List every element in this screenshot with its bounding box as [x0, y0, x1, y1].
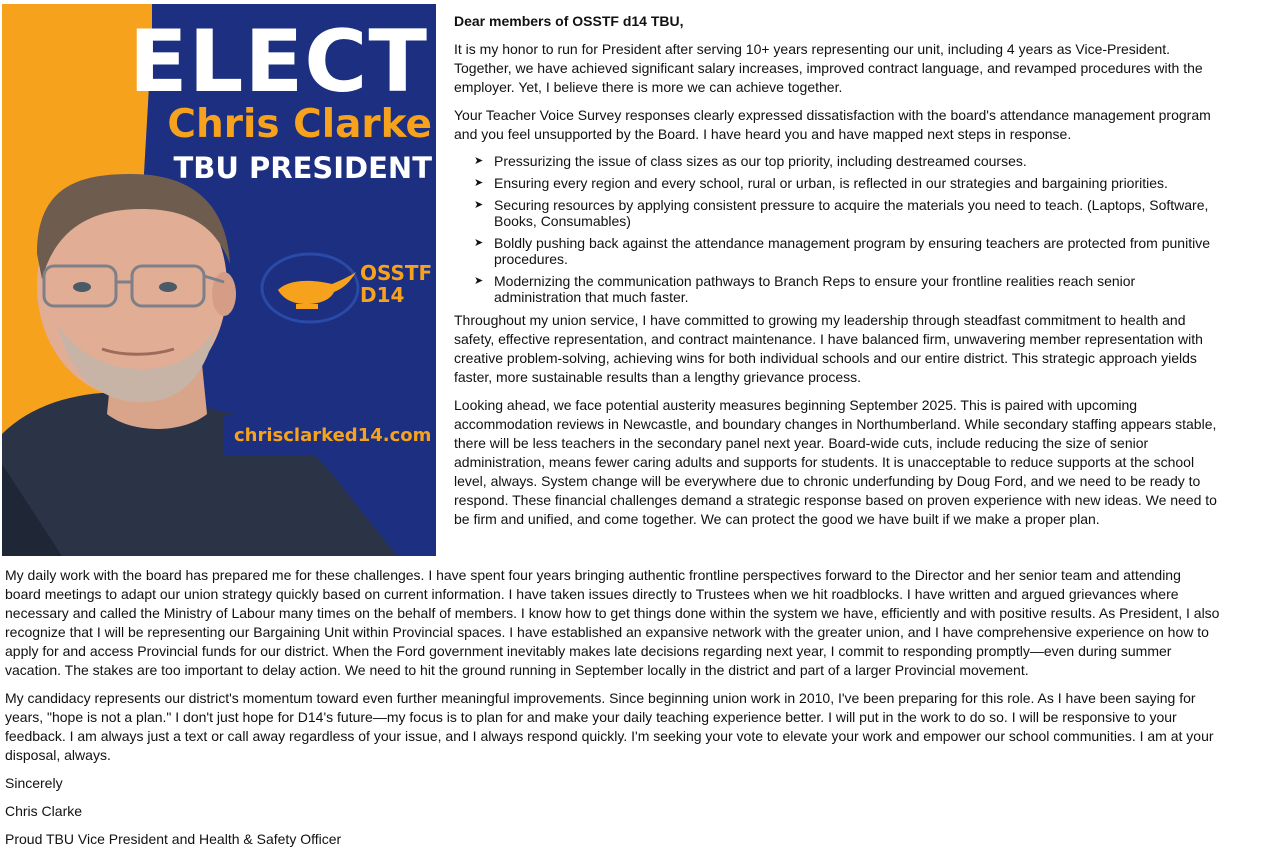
list-item [474, 197, 1224, 229]
arrow-bullet-icon: ➤ [474, 237, 484, 249]
priority-text: Ensuring every region and every school, rural or urban, is reflected in our strategies and bargaining priorities. [494, 175, 1168, 191]
poster-website: chrisclarked14.com [234, 425, 432, 446]
letter-survey: Your Teacher Voice Survey responses clearly expressed dissatisfaction with the board's attendance management program and you feel unsupported by the Board. I have heard you and have mapped next steps in response. [454, 107, 1211, 142]
list-item [474, 273, 1224, 305]
priorities-list [454, 153, 1224, 305]
priority-text: Pressurizing the issue of class sizes as our top priority, including destreamed courses. [494, 153, 1027, 169]
letter-top-column [454, 12, 1224, 538]
list-item [474, 175, 1224, 191]
letter-ahead: Looking ahead, we face potential austerity measures beginning September 2025. This is paired with upcoming accommodation reviews in Newcastle, and boundary changes in Northumberland. While secondary staffing appears stable, there will be less teachers in the secondary panel next year. Board-wide cuts, include reducing the size of senior administration, means fewer caring adults and supports for students. It is unacceptable to reduce supports at the school level, always. System change will be everywhere due to chronic underfunding by Doug Ford, and we need to be ready to respond. These financial challenges demand a strategic response based on proven experience with new ideas. We need to be firm and unified, and come together. We can protect the good we have built if we make a proper plan. [454, 397, 1217, 527]
poster-candidate-name: Chris Clarke [167, 102, 432, 147]
signature-name: Chris Clarke [5, 803, 83, 819]
letter-daily-work: My daily work with the board has prepared me for these challenges. I have spent four years bringing authentic frontline perspectives forward to the Director and her senior team and attending board meetings to adapt our union strategy quickly based on current information. I have taken issues directly to Trustees when we hit roadblocks. I have written and argued grievances where necessary and called the Ministry of Labour many times on the behalf of members. I know how to get things done within the system we have, efficiently and with positive results. As President, I also recognize that I will be representing our Bargaining Unit within Provincial spaces. I have established an expansive network with the greater union, and I have comprehensive experience on how to apply for and access Provincial funds for our district. When the Ford government inevitably makes late decisions regarding next year, I commit to responding promptly—even during summer vacation. The stakes are too important to delay action. We need to hit the ground running in September locally in the district and part of a larger Provincial movement. [5, 567, 1220, 678]
logo-d14: D14 [360, 283, 405, 307]
lamp-icon [260, 250, 360, 326]
list-item [474, 235, 1224, 267]
poster-role: TBU PRESIDENT [173, 151, 432, 185]
signature-title: Proud TBU Vice President and Health & Safety Officer [5, 831, 342, 847]
letter-service: Throughout my union service, I have committed to growing my leadership through steadfast commitment to health and safety, effective representation, and contract maintenance. I have balanced firm, unwavering member representation with creative problem-solving, achieving wins for both individual schools and our entire district. This strategic approach yields faster, more sustainable results than a lengthy grievance process. [454, 312, 1203, 385]
arrow-bullet-icon: ➤ [474, 199, 484, 211]
letter-bottom-section [5, 566, 1220, 858]
priority-text: Modernizing the communication pathways to Branch Reps to ensure your frontline realities reach senior administration that much faster. [494, 273, 1136, 305]
campaign-poster [2, 4, 436, 556]
letter-greeting: Dear members of OSSTF d14 TBU, [454, 13, 684, 29]
list-item [474, 153, 1224, 169]
letter-closing: Sincerely [5, 775, 63, 791]
osstf-logo [260, 250, 433, 326]
priority-text: Securing resources by applying consistent pressure to acquire the materials you need to teach. (Laptops, Software, Books, Consumables) [494, 197, 1209, 229]
arrow-bullet-icon: ➤ [474, 275, 484, 287]
logo-osstf: OSSTF [360, 261, 433, 285]
letter-candidacy: My candidacy represents our district's momentum toward even further meaningful improvements. Since beginning union work in 2010, I've been preparing for this role. As I have been saying for years, "hope is not a plan." I don't just hope for D14's future—my focus is to plan for and make your daily teaching experience better. I will put in the work to do so. I will be responsive to your feedback. I am always just a text or call away regardless of your issue, and I always respond quickly. I'm seeking your vote to elevate your work and empower our school communities. I am at your disposal, always. [5, 690, 1214, 763]
priority-text: Boldly pushing back against the attendance management program by ensuring teachers are protected from punitive procedures. [494, 235, 1210, 267]
letter-intro: It is my honor to run for President after serving 10+ years representing our unit, including 4 years as Vice-President. Together, we have achieved significant salary increases, improved contract language, and revamped procedures with the employer. Yet, I believe there is more we can achieve together. [454, 41, 1203, 95]
arrow-bullet-icon: ➤ [474, 177, 484, 189]
arrow-bullet-icon: ➤ [474, 155, 484, 167]
poster-elect-heading: ELECT [128, 12, 428, 112]
